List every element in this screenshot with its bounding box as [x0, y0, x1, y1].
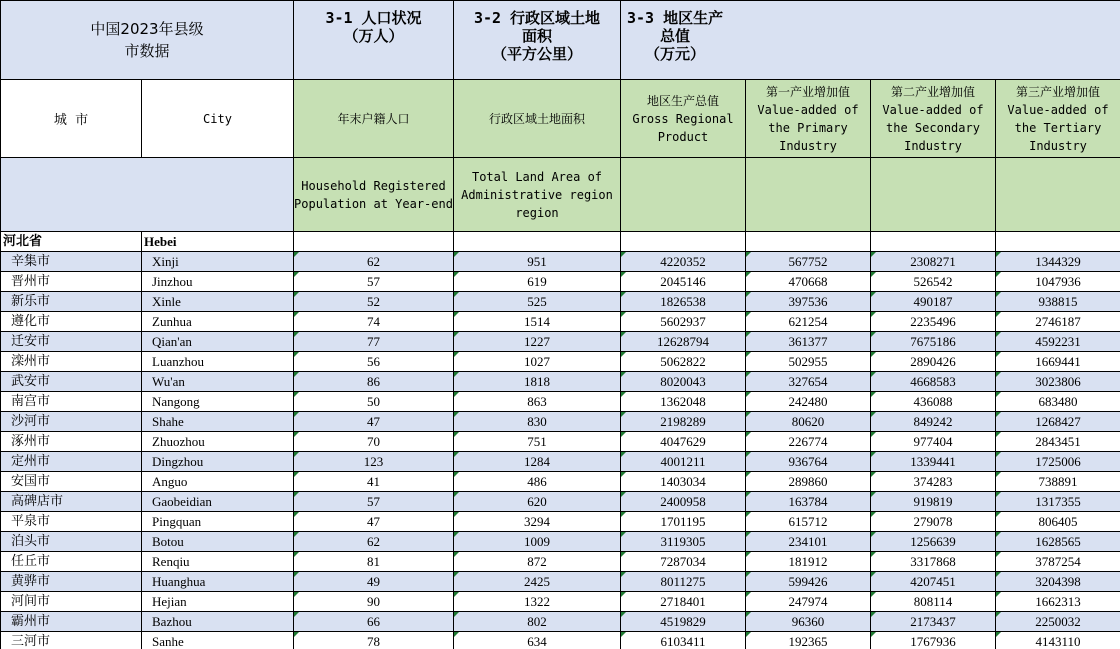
- gdp-secondary-cell[interactable]: 279078: [871, 512, 996, 532]
- gdp-secondary-cell[interactable]: 4668583: [871, 372, 996, 392]
- gdp-secondary-label: 第二产业增加值 Value-added of the Secondary Industry: [882, 84, 984, 153]
- pop-cell[interactable]: 78: [294, 632, 454, 649]
- gdp-primary-cell[interactable]: 192365: [746, 632, 871, 649]
- area-cell[interactable]: 1227: [454, 332, 621, 352]
- city-cn-cell[interactable]: 武安市: [1, 372, 142, 392]
- section-gdp[interactable]: [621, 1, 1120, 80]
- pop-cell[interactable]: 52: [294, 292, 454, 312]
- pop-cell[interactable]: 66: [294, 612, 454, 632]
- gdp-primary-cell[interactable]: 599426: [746, 572, 871, 592]
- city-cn-cell[interactable]: 辛集市: [1, 252, 142, 272]
- blank-header-cell[interactable]: [621, 158, 746, 232]
- gdp-secondary-cell[interactable]: 526542: [871, 272, 996, 292]
- gdp-total-cell[interactable]: 8020043: [621, 372, 746, 392]
- gdp-primary-cell[interactable]: 163784: [746, 492, 871, 512]
- pop-en-header[interactable]: [294, 158, 454, 232]
- gdp-total-cell[interactable]: 12628794: [621, 332, 746, 352]
- area-cell[interactable]: 951: [454, 252, 621, 272]
- gdp-primary-cell[interactable]: 96360: [746, 612, 871, 632]
- city-en-cell[interactable]: Huanghua: [142, 572, 294, 592]
- area-cn-header[interactable]: [454, 80, 621, 158]
- city-en-cell[interactable]: Jinzhou: [142, 272, 294, 292]
- city-en-cell[interactable]: Botou: [142, 532, 294, 552]
- gdp-total-cell[interactable]: 5062822: [621, 352, 746, 372]
- gdp-primary-label: 第一产业增加值 Value-added of the Primary Industry: [757, 84, 859, 153]
- empty-cell[interactable]: [996, 232, 1120, 252]
- gdp-total-label: 地区生产总值 Gross Regional Product: [632, 93, 734, 144]
- city-en-cell[interactable]: Luanzhou: [142, 352, 294, 372]
- gdp-secondary-cell[interactable]: 977404: [871, 432, 996, 452]
- area-cell[interactable]: 1818: [454, 372, 621, 392]
- table-row: [1, 312, 1120, 332]
- gdp-primary-cell[interactable]: 226774: [746, 432, 871, 452]
- pop-cell[interactable]: 57: [294, 492, 454, 512]
- table-row: [1, 472, 1120, 492]
- gdp-total-cell[interactable]: 1701195: [621, 512, 746, 532]
- gdp-tertiary-cell[interactable]: 3023806: [996, 372, 1120, 392]
- header-blank-cell[interactable]: [1, 158, 294, 232]
- area-cell[interactable]: 486: [454, 472, 621, 492]
- table-row: [1, 352, 1120, 372]
- area-cell[interactable]: 1514: [454, 312, 621, 332]
- area-en-label: Total Land Area of Administrative region region: [461, 169, 613, 220]
- section-population-text: 3-1 人口状况 （万人）: [325, 9, 422, 45]
- area-cn-label: 行政区域土地面积: [488, 111, 585, 126]
- gdp-primary-cell[interactable]: 234101: [746, 532, 871, 552]
- pop-cell[interactable]: 47: [294, 412, 454, 432]
- gdp-secondary-cell[interactable]: 3317868: [871, 552, 996, 572]
- table-row: [1, 492, 1120, 512]
- gdp-tertiary-cell[interactable]: 2843451: [996, 432, 1120, 452]
- gdp-tertiary-label: 第三产业增加值 Value-added of the Tertiary Industry: [1007, 84, 1109, 153]
- gdp-total-header[interactable]: [621, 80, 746, 158]
- gdp-secondary-cell[interactable]: 849242: [871, 412, 996, 432]
- city-cn-cell[interactable]: 滦州市: [1, 352, 142, 372]
- gdp-tertiary-cell[interactable]: 3204398: [996, 572, 1120, 592]
- gdp-secondary-cell[interactable]: 2235496: [871, 312, 996, 332]
- city-cn-cell[interactable]: 定州市: [1, 452, 142, 472]
- gdp-primary-cell[interactable]: 397536: [746, 292, 871, 312]
- area-en-header[interactable]: [454, 158, 621, 232]
- city-en-cell[interactable]: Zhuozhou: [142, 432, 294, 452]
- city-cn-cell[interactable]: 泊头市: [1, 532, 142, 552]
- table-row: [1, 432, 1120, 452]
- gdp-secondary-cell[interactable]: 7675186: [871, 332, 996, 352]
- gdp-secondary-cell[interactable]: 2173437: [871, 612, 996, 632]
- area-cell[interactable]: 2425: [454, 572, 621, 592]
- gdp-total-cell[interactable]: 4519829: [621, 612, 746, 632]
- province-cn-cell[interactable]: [1, 232, 142, 252]
- pop-cell[interactable]: 62: [294, 252, 454, 272]
- city-cn-cell[interactable]: 高碑店市: [1, 492, 142, 512]
- city-en-cell[interactable]: Wu'an: [142, 372, 294, 392]
- province-row: [1, 232, 1120, 252]
- area-cell[interactable]: 830: [454, 412, 621, 432]
- table-row: [1, 252, 1120, 272]
- pop-cn-header[interactable]: [294, 80, 454, 158]
- gdp-secondary-cell[interactable]: 4207451: [871, 572, 996, 592]
- gdp-primary-header[interactable]: [746, 80, 871, 158]
- gdp-secondary-cell[interactable]: 1767936: [871, 632, 996, 649]
- gdp-total-cell[interactable]: 2400958: [621, 492, 746, 512]
- sheet-title[interactable]: [1, 1, 294, 80]
- city-cn-label: 城 市: [53, 113, 89, 128]
- city-en-cell[interactable]: Zunhua: [142, 312, 294, 332]
- gdp-tertiary-cell[interactable]: 3787254: [996, 552, 1120, 572]
- city-cn-cell[interactable]: 南宫市: [1, 392, 142, 412]
- blank-header-cell[interactable]: [871, 158, 996, 232]
- gdp-primary-cell[interactable]: 936764: [746, 452, 871, 472]
- city-cn-cell[interactable]: 新乐市: [1, 292, 142, 312]
- gdp-tertiary-cell[interactable]: 1669441: [996, 352, 1120, 372]
- pop-cell[interactable]: 77: [294, 332, 454, 352]
- gdp-primary-cell[interactable]: 361377: [746, 332, 871, 352]
- section-population[interactable]: [294, 1, 454, 80]
- pop-cell[interactable]: 90: [294, 592, 454, 612]
- city-en-cell[interactable]: Gaobeidian: [142, 492, 294, 512]
- gdp-secondary-header[interactable]: [871, 80, 996, 158]
- gdp-primary-cell[interactable]: 181912: [746, 552, 871, 572]
- city-cn-cell[interactable]: 平泉市: [1, 512, 142, 532]
- pop-cell[interactable]: 49: [294, 572, 454, 592]
- pop-cell[interactable]: 57: [294, 272, 454, 292]
- city-en-cell[interactable]: Xinji: [142, 252, 294, 272]
- area-cell[interactable]: 619: [454, 272, 621, 292]
- gdp-secondary-cell[interactable]: 436088: [871, 392, 996, 412]
- gdp-primary-cell[interactable]: 615712: [746, 512, 871, 532]
- area-cell[interactable]: 802: [454, 612, 621, 632]
- city-cn-cell[interactable]: 沙河市: [1, 412, 142, 432]
- pop-cell[interactable]: 47: [294, 512, 454, 532]
- gdp-tertiary-cell[interactable]: 1268427: [996, 412, 1120, 432]
- area-cell[interactable]: 1322: [454, 592, 621, 612]
- gdp-tertiary-cell[interactable]: 1628565: [996, 532, 1120, 552]
- city-en-cell[interactable]: Bazhou: [142, 612, 294, 632]
- table-row: [1, 392, 1120, 412]
- gdp-secondary-cell[interactable]: 2308271: [871, 252, 996, 272]
- gdp-secondary-cell[interactable]: 374283: [871, 472, 996, 492]
- table-row: [1, 532, 1120, 552]
- gdp-tertiary-cell[interactable]: 2746187: [996, 312, 1120, 332]
- city-cn-cell[interactable]: 霸州市: [1, 612, 142, 632]
- section-land-area[interactable]: [454, 1, 621, 80]
- pop-cell[interactable]: 81: [294, 552, 454, 572]
- area-cell[interactable]: 1009: [454, 532, 621, 552]
- city-en-header[interactable]: [142, 80, 294, 158]
- gdp-total-cell[interactable]: 2718401: [621, 592, 746, 612]
- city-en-cell[interactable]: Shahe: [142, 412, 294, 432]
- gdp-tertiary-cell[interactable]: 1344329: [996, 252, 1120, 272]
- city-cn-cell[interactable]: 河间市: [1, 592, 142, 612]
- area-cell[interactable]: 872: [454, 552, 621, 572]
- pop-cell[interactable]: 62: [294, 532, 454, 552]
- sheet-title-text: 中国2023年县级 市数据: [90, 20, 204, 60]
- table-row: [1, 612, 1120, 632]
- pop-cell[interactable]: 41: [294, 472, 454, 492]
- table-row: [1, 372, 1120, 392]
- empty-cell[interactable]: [621, 232, 746, 252]
- city-cn-cell[interactable]: 迁安市: [1, 332, 142, 352]
- pop-cell[interactable]: 50: [294, 392, 454, 412]
- empty-cell[interactable]: [746, 232, 871, 252]
- city-en-label: City: [203, 111, 232, 126]
- province-cn: 河北省: [3, 234, 43, 249]
- blank-header-cell[interactable]: [996, 158, 1120, 232]
- city-en-cell[interactable]: Pingquan: [142, 512, 294, 532]
- section-land-area-text: 3-2 行政区域土地 面积 （平方公里）: [473, 9, 601, 63]
- area-cell[interactable]: 1284: [454, 452, 621, 472]
- area-cell[interactable]: 525: [454, 292, 621, 312]
- gdp-total-cell[interactable]: 4047629: [621, 432, 746, 452]
- table-row: [1, 552, 1120, 572]
- city-en-cell[interactable]: Renqiu: [142, 552, 294, 572]
- city-cn-cell[interactable]: 晋州市: [1, 272, 142, 292]
- city-cn-header[interactable]: [1, 80, 142, 158]
- gdp-secondary-cell[interactable]: 2890426: [871, 352, 996, 372]
- section-gdp-text: 3-3 地区生产 总值 （万元）: [627, 9, 724, 63]
- gdp-total-cell[interactable]: 2198289: [621, 412, 746, 432]
- gdp-secondary-cell[interactable]: 1339441: [871, 452, 996, 472]
- gdp-primary-cell[interactable]: 621254: [746, 312, 871, 332]
- gdp-primary-cell[interactable]: 327654: [746, 372, 871, 392]
- area-cell[interactable]: 751: [454, 432, 621, 452]
- gdp-total-cell[interactable]: 8011275: [621, 572, 746, 592]
- gdp-total-cell[interactable]: 2045146: [621, 272, 746, 292]
- gdp-primary-cell[interactable]: 80620: [746, 412, 871, 432]
- province-en-cell[interactable]: [142, 232, 294, 252]
- gdp-total-cell[interactable]: 5602937: [621, 312, 746, 332]
- pop-cn-label: 年末户籍人口: [337, 111, 410, 126]
- gdp-secondary-cell[interactable]: 808114: [871, 592, 996, 612]
- table-row: [1, 412, 1120, 432]
- table-row: [1, 272, 1120, 292]
- gdp-primary-cell[interactable]: 567752: [746, 252, 871, 272]
- blank-header-cell[interactable]: [746, 158, 871, 232]
- gdp-tertiary-cell[interactable]: 4592231: [996, 332, 1120, 352]
- gdp-tertiary-cell[interactable]: 738891: [996, 472, 1120, 492]
- gdp-total-cell[interactable]: 4001211: [621, 452, 746, 472]
- gdp-total-cell[interactable]: 3119305: [621, 532, 746, 552]
- pop-cell[interactable]: 70: [294, 432, 454, 452]
- gdp-primary-cell[interactable]: 242480: [746, 392, 871, 412]
- empty-cell[interactable]: [871, 232, 996, 252]
- table-row: [1, 332, 1120, 352]
- area-cell[interactable]: 634: [454, 632, 621, 649]
- table-row: [1, 292, 1120, 312]
- province-en: Hebei: [144, 234, 177, 249]
- gdp-primary-cell[interactable]: 502955: [746, 352, 871, 372]
- table-row: [1, 512, 1120, 532]
- city-cn-cell[interactable]: 涿州市: [1, 432, 142, 452]
- gdp-tertiary-cell[interactable]: 938815: [996, 292, 1120, 312]
- gdp-secondary-cell[interactable]: 490187: [871, 292, 996, 312]
- table-row: [1, 572, 1120, 592]
- gdp-tertiary-cell[interactable]: 1047936: [996, 272, 1120, 292]
- pop-cell[interactable]: 56: [294, 352, 454, 372]
- city-en-cell[interactable]: Dingzhou: [142, 452, 294, 472]
- city-cn-cell[interactable]: 任丘市: [1, 552, 142, 572]
- gdp-tertiary-cell[interactable]: 1317355: [996, 492, 1120, 512]
- pop-cell[interactable]: 86: [294, 372, 454, 392]
- city-cn-cell[interactable]: 安国市: [1, 472, 142, 492]
- city-en-cell[interactable]: Qian'an: [142, 332, 294, 352]
- area-cell[interactable]: 3294: [454, 512, 621, 532]
- table-row: [1, 592, 1120, 612]
- area-cell[interactable]: 620: [454, 492, 621, 512]
- gdp-tertiary-header[interactable]: [996, 80, 1120, 158]
- table-row: [1, 632, 1120, 649]
- city-cn-cell[interactable]: 黄骅市: [1, 572, 142, 592]
- city-cn-cell[interactable]: 三河市: [1, 632, 142, 649]
- empty-cell[interactable]: [294, 232, 454, 252]
- city-en-cell[interactable]: Anguo: [142, 472, 294, 492]
- gdp-tertiary-cell[interactable]: 1725006: [996, 452, 1120, 472]
- gdp-primary-cell[interactable]: 247974: [746, 592, 871, 612]
- pop-en-label: Household Registered Population at Year-end: [294, 178, 453, 211]
- gdp-primary-cell[interactable]: 289860: [746, 472, 871, 492]
- city-cn-cell[interactable]: 遵化市: [1, 312, 142, 332]
- area-cell[interactable]: 863: [454, 392, 621, 412]
- gdp-total-cell[interactable]: 4220352: [621, 252, 746, 272]
- pop-cell[interactable]: 74: [294, 312, 454, 332]
- gdp-total-cell[interactable]: 1403034: [621, 472, 746, 492]
- gdp-primary-cell[interactable]: 470668: [746, 272, 871, 292]
- gdp-total-cell[interactable]: 1826538: [621, 292, 746, 312]
- city-en-cell[interactable]: Sanhe: [142, 632, 294, 649]
- gdp-total-cell[interactable]: 7287034: [621, 552, 746, 572]
- city-en-cell[interactable]: Hejian: [142, 592, 294, 612]
- city-en-cell[interactable]: Nangong: [142, 392, 294, 412]
- gdp-tertiary-cell[interactable]: 1662313: [996, 592, 1120, 612]
- gdp-secondary-cell[interactable]: 919819: [871, 492, 996, 512]
- gdp-total-cell[interactable]: 6103411: [621, 632, 746, 649]
- gdp-tertiary-cell[interactable]: 806405: [996, 512, 1120, 532]
- table-row: [1, 452, 1120, 472]
- gdp-total-cell[interactable]: 1362048: [621, 392, 746, 412]
- pop-cell[interactable]: 123: [294, 452, 454, 472]
- city-en-cell[interactable]: Xinle: [142, 292, 294, 312]
- gdp-tertiary-cell[interactable]: 4143110: [996, 632, 1120, 649]
- gdp-tertiary-cell[interactable]: 683480: [996, 392, 1120, 412]
- area-cell[interactable]: 1027: [454, 352, 621, 372]
- gdp-tertiary-cell[interactable]: 2250032: [996, 612, 1120, 632]
- gdp-secondary-cell[interactable]: 1256639: [871, 532, 996, 552]
- empty-cell[interactable]: [454, 232, 621, 252]
